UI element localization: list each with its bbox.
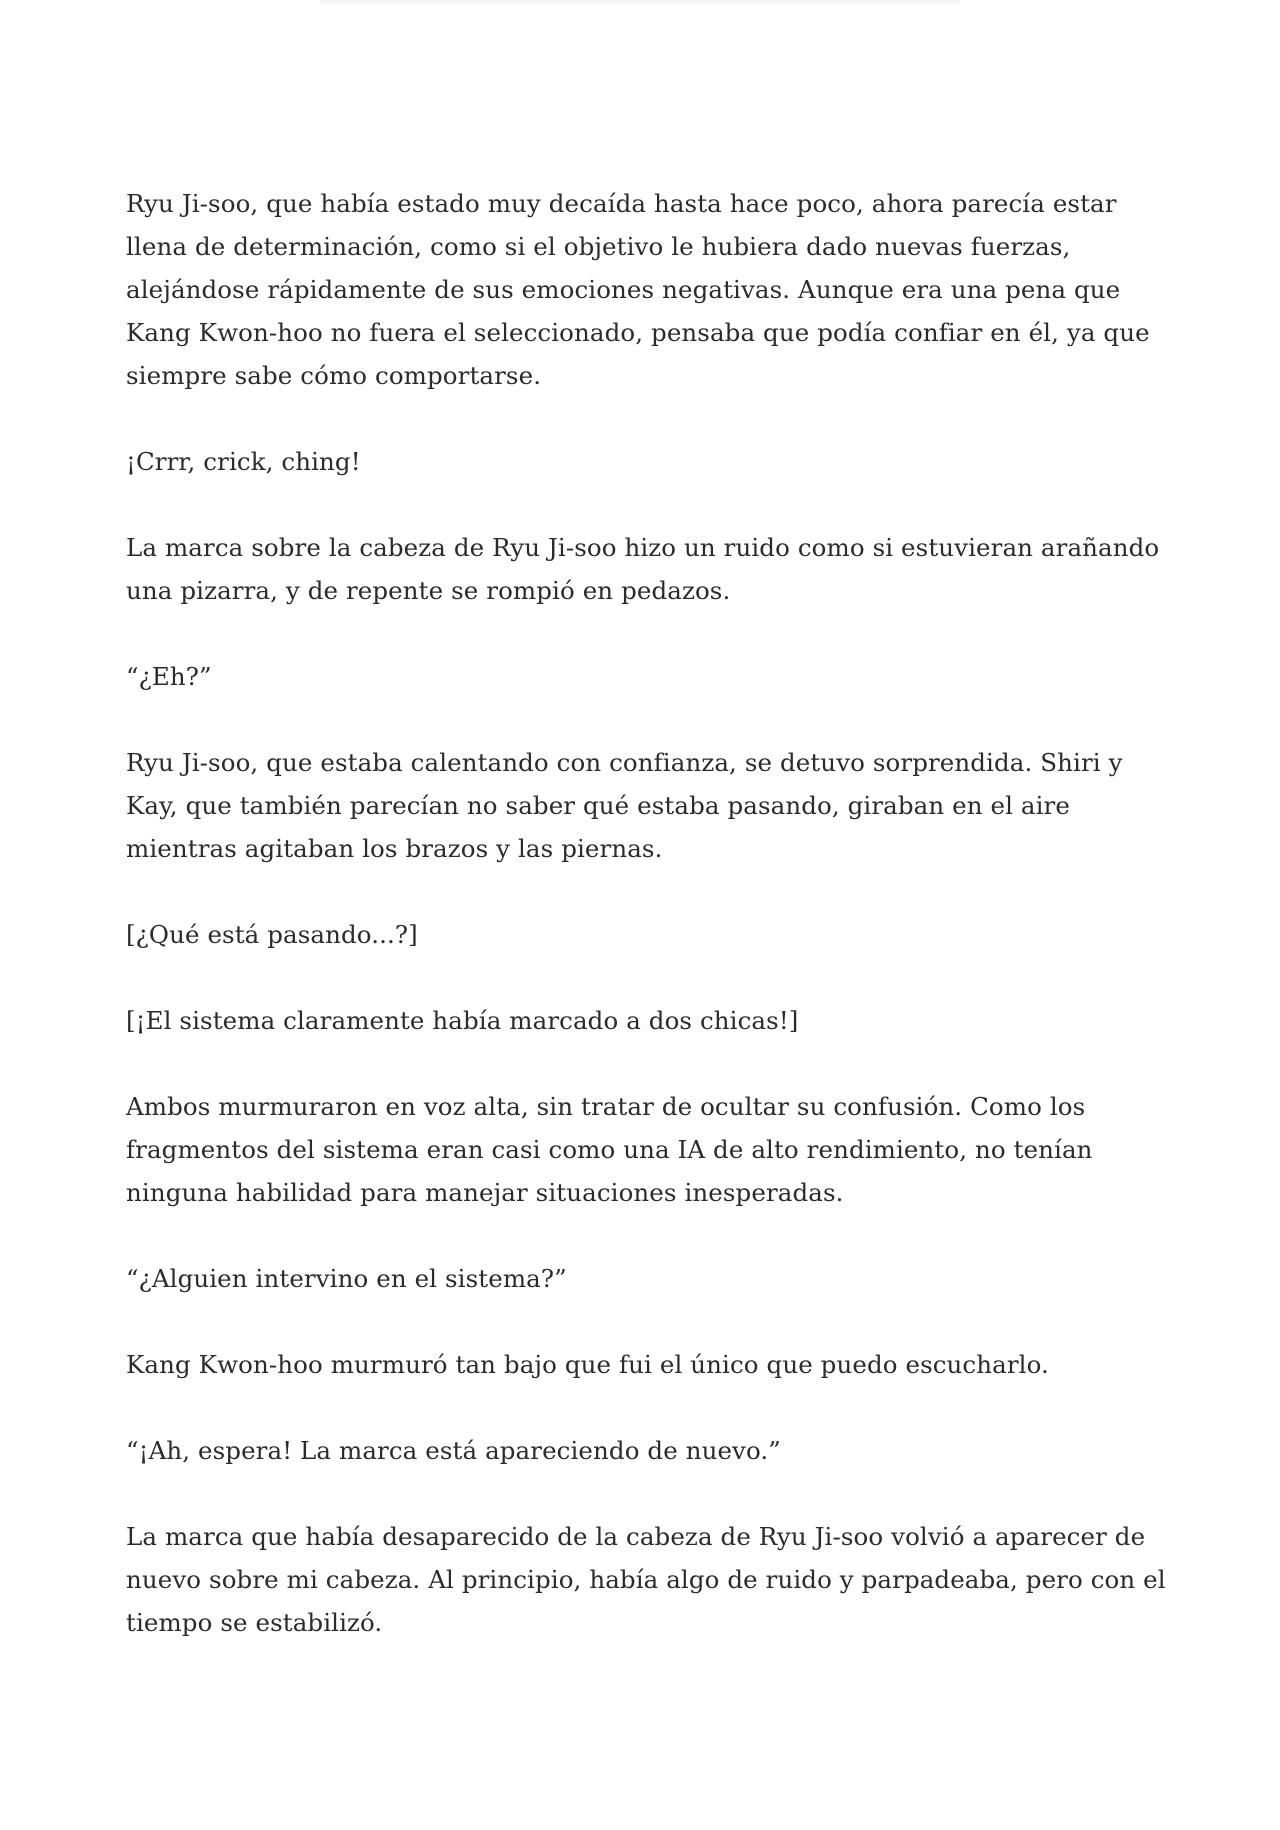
- paragraph: La marca sobre la cabeza de Ryu Ji-soo hizo un ruido como si estuvieran arañando una pizarra, y de repente se rompió en pedazos.: [126, 533, 1160, 605]
- paragraph: Kang Kwon-hoo murmuró tan bajo que fui el único que puedo escucharlo.: [126, 1350, 1049, 1379]
- paragraph: Ryu Ji-soo, que estaba calentando con confianza, se detuvo sorprendida. Shiri y Kay, que también parecían no saber qué estaba pasando, giraban en el aire mientras agitaban los brazos y las piernas.: [126, 748, 1123, 863]
- paragraph: Ryu Ji-soo, que había estado muy decaída hasta hace poco, ahora parecía estar llena de determinación, como si el objetivo le hubiera dado nuevas fuerzas, alejándose rápidamente de sus emociones negativas. Aunque era una pena que Kang Kwon-hoo no fuera el seleccionado, pensaba que podía confiar en él, ya que siempre sabe cómo comportarse.: [126, 189, 1150, 390]
- document-body: [126, 182, 1166, 1687]
- paragraph: “¡Ah, espera! La marca está apareciendo de nuevo.”: [126, 1436, 781, 1465]
- page-top-edge: [320, 0, 960, 6]
- paragraph: La marca que había desaparecido de la cabeza de Ryu Ji-soo volvió a aparecer de nuevo sobre mi cabeza. Al principio, había algo de ruido y parpadeaba, pero con el tiempo se estabilizó.: [126, 1522, 1166, 1637]
- paragraph: [¡El sistema claramente había marcado a dos chicas!]: [126, 1006, 799, 1035]
- paragraph: “¿Alguien intervino en el sistema?”: [126, 1264, 567, 1293]
- paragraph: “¿Eh?”: [126, 662, 212, 691]
- paragraph: Ambos murmuraron en voz alta, sin tratar de ocultar su confusión. Como los fragmentos del sistema eran casi como una IA de alto rendimiento, no tenían ninguna habilidad para manejar situaciones inesperadas.: [126, 1092, 1093, 1207]
- paragraph: [¿Qué está pasando...?]: [126, 920, 418, 949]
- paragraph: ¡Crrr, crick, ching!: [126, 447, 361, 476]
